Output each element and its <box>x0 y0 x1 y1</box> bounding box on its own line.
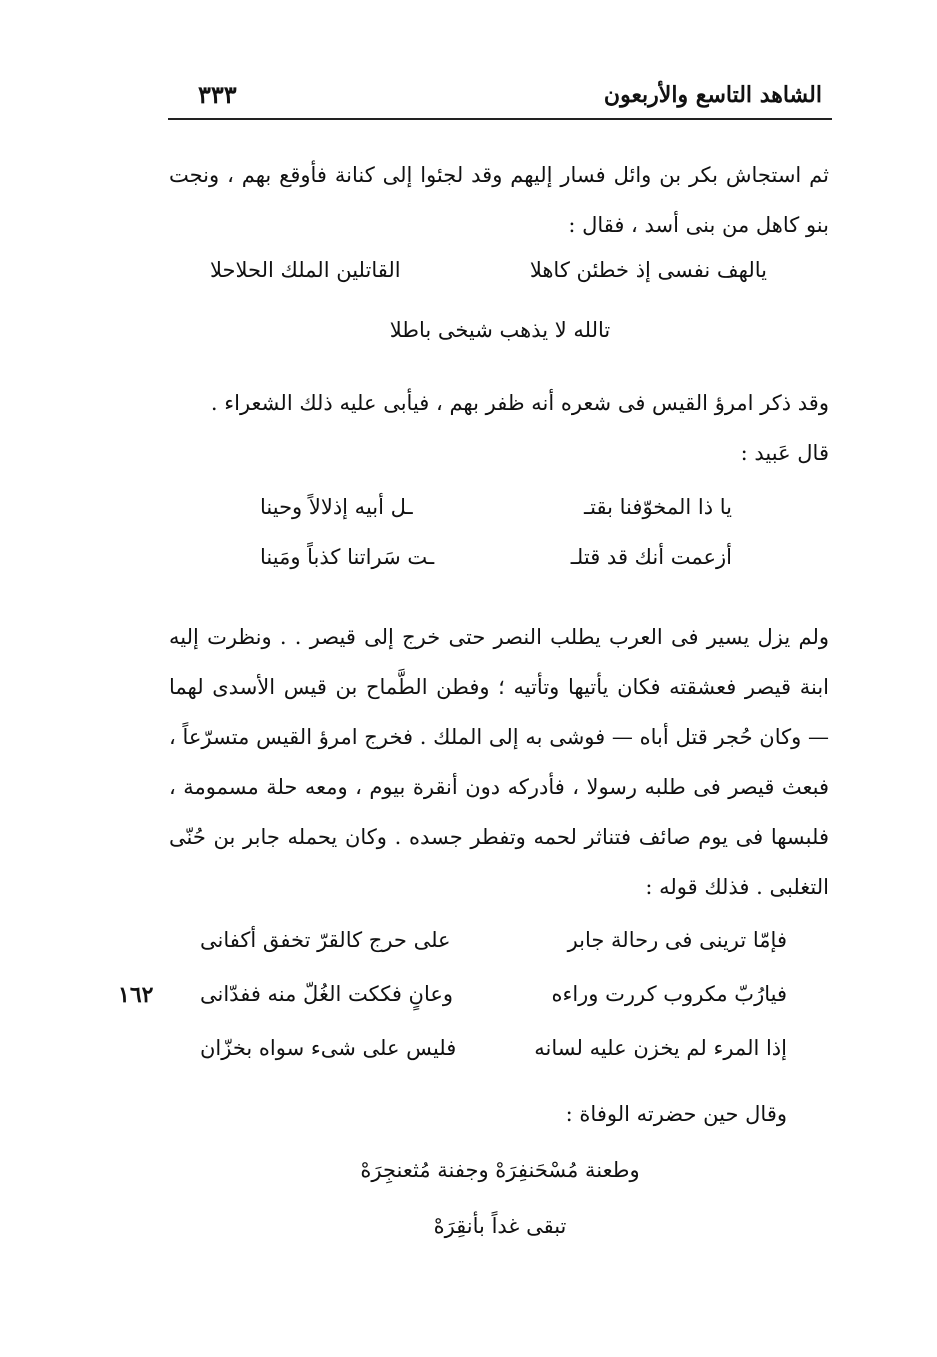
verse3-line3-right: إذا المرء لم يخزن عليه لسانه <box>534 1036 787 1060</box>
paragraph-3 <box>169 612 829 912</box>
verse2-line1-right: يا ذا المخوّفنا بقتـ <box>584 495 732 519</box>
verse3-line2-left: وعانٍ فككت الغُلّ منه ففدّانى <box>200 982 454 1006</box>
poet-attribution: قال عَبيد : <box>740 441 829 465</box>
verse1-line2 <box>168 318 832 342</box>
verse-line: تبقى غداً بأنقِرَهْ <box>433 1214 567 1238</box>
verse3-line1-right: فإمّا ترينى فى رحالة جابر <box>567 928 787 952</box>
verse2-line2-left: ـت سَراتنا كذباً ومَينا <box>260 545 435 569</box>
paragraph-text: ثم استجاش بكر بن وائل فسار إليهم وقد لجئوا إلى كنانة فأوقع بهم ، ونجت بنو كاهل من بنى أسد ، فقال : <box>169 163 829 237</box>
verse3-line1-left: على حرج كالقرّ تخفق أكفانى <box>200 928 451 952</box>
verse1-left-hemistich: القاتلين الملك الحلاحلا <box>210 258 401 282</box>
verse4-line2 <box>168 1214 832 1238</box>
running-title: الشاهد التاسع والأربعون <box>603 82 822 108</box>
verse2-line2-right: أزعمت أنك قد قتلـ <box>570 545 732 569</box>
verse-line: وطعنة مُسْحَنفِرَهْ وجفنة مُثعنجِرَهْ <box>360 1158 640 1182</box>
paragraph-text: وقد ذكر امرؤ القيس فى شعره أنه ظفر بهم ، فيأبى عليه ذلك الشعراء . <box>210 391 829 415</box>
verse4-line1 <box>168 1158 832 1182</box>
page-header <box>168 78 830 118</box>
verse-line: تالله لا يذهب شيخى باطلا <box>389 318 611 342</box>
paragraph-1 <box>169 150 829 250</box>
page-number: ٣٣٣ <box>198 80 237 109</box>
verse1-right-hemistich: يالهف نفسى إذ خطئن كاهلا <box>529 258 767 282</box>
verse3-line3-left: فليس على شىء سواه بخزّان <box>200 1036 457 1060</box>
margin-number: ١٦٢ <box>118 982 154 1008</box>
verse2-line1-left: ـل أبيه إذلالاً وحينا <box>260 495 413 519</box>
paragraph-4: وقال حين حضرته الوفاة : <box>565 1102 787 1126</box>
paragraph-2 <box>169 378 829 478</box>
paragraph-text: ولم يزل يسير فى العرب يطلب النصر حتى خرج إلى قيصر . . ونظرت إليه ابنة قيصر فعشقته فكان يأتيها وتأتيه ؛ وفطن الطَّماح بن قيس الأسدى لهما — وكان حُجر قتل أباه — فوشى به إلى الملك . فخرج امرؤ القيس متسرّعاً ، فبعث قيصر فى طلبه رسولا ، فأدركه دون أنقرة بيوم ، ومعه حلة مسمومة ، فلبسها فى يوم صائف فتناثر لحمه وتفطر جسده . وكان يحمله جابر بن حُنّى التغلبى . فذلك قوله : <box>169 625 829 899</box>
verse3-line2-right: فيارُبّ مكروب كررت وراءه <box>551 982 787 1006</box>
header-rule <box>168 118 832 120</box>
